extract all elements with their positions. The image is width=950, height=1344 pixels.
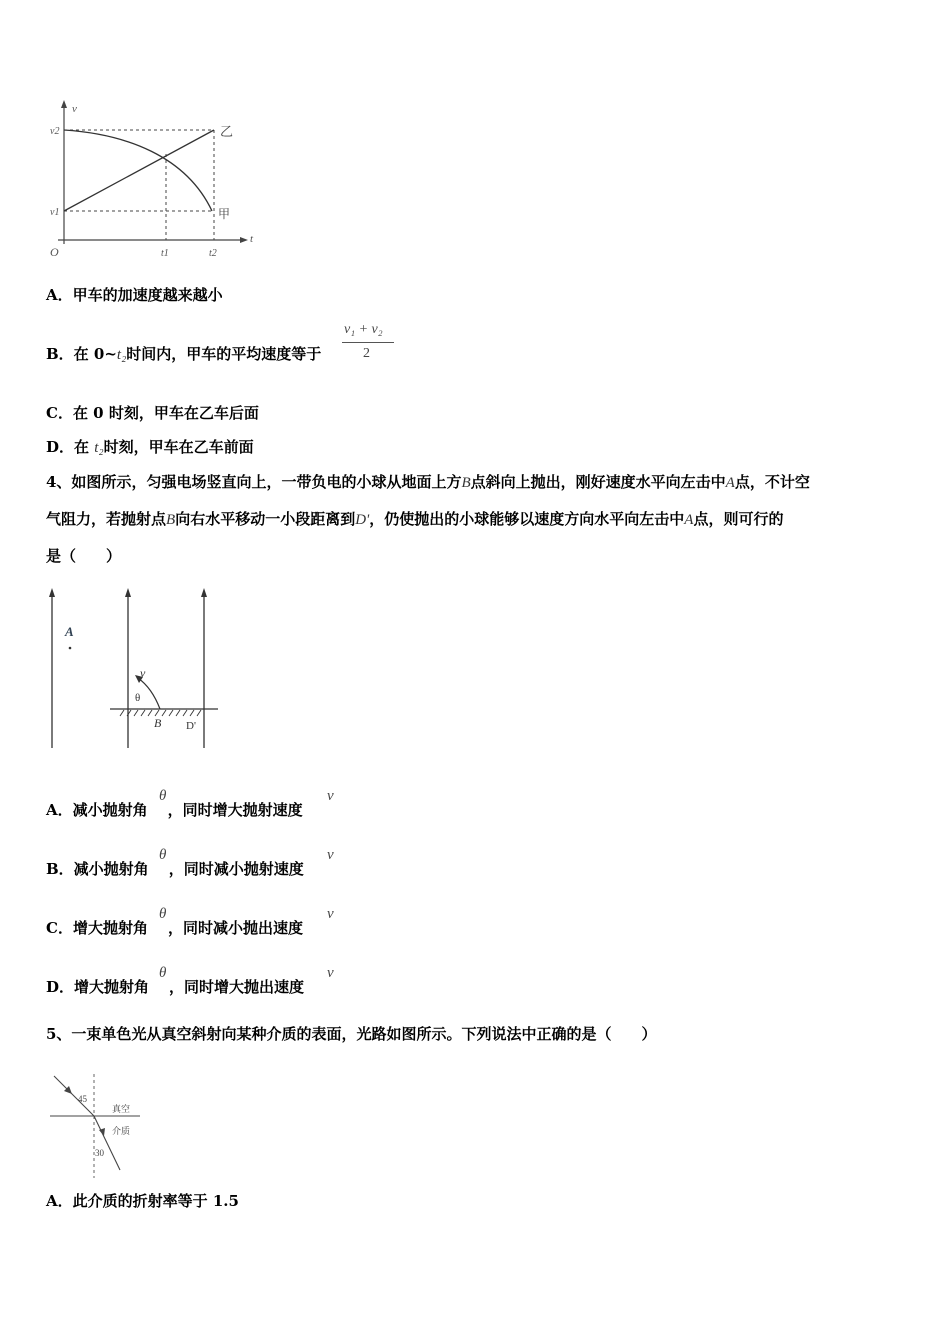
origin-label: O: [50, 245, 59, 259]
q4-b-v: v: [327, 847, 334, 863]
field-arrow-3: [201, 588, 207, 597]
yi-line: [64, 130, 214, 211]
medium-label: 介质: [112, 1126, 131, 1136]
q4-stem-line1: [46, 472, 810, 493]
q4-option-c: [46, 918, 303, 938]
q4-option-b: [46, 859, 304, 879]
q4-option-d-text2: ，同时增大抛出速度: [169, 978, 305, 996]
trajectory: [138, 678, 160, 709]
fraction-numerator: v₁ + v₂: [344, 322, 383, 337]
q3-option-a: A．甲车的加速度越来越小: [46, 286, 223, 304]
q4-d-v: v: [327, 965, 334, 981]
q4-line2-b: 向右水平移动一小段距离到: [175, 510, 356, 528]
q4-option-a-text: A．减小抛射角: [46, 801, 148, 819]
electric-field-figure: [40, 582, 230, 754]
y-axis-arrow: [61, 100, 67, 108]
q4-line2-a: 气阻力，若抛射点: [46, 510, 167, 528]
q4-sym-b-2: B: [166, 512, 176, 528]
fraction-bar: [342, 342, 394, 343]
q5-option-a: A．此介质的折射率等于 1.5: [46, 1192, 239, 1210]
v1-label: v1: [50, 207, 60, 218]
point-a-label: A: [65, 624, 74, 639]
vt-graph: [46, 96, 266, 266]
t1-label: t1: [161, 248, 169, 259]
q4-c-v: v: [327, 906, 334, 922]
point-b-label: B: [154, 716, 162, 730]
q4-option-d: [46, 977, 304, 997]
q4-a-theta: θ: [159, 788, 167, 804]
q3-option-c: C．在 0 时刻，甲车在乙车后面: [46, 404, 259, 422]
q4-sym-a: A: [725, 475, 735, 491]
q3-option-b-suffix: 时间内，甲车的平均速度等于: [126, 345, 322, 363]
q4-option-d-text: D．增大抛射角: [46, 978, 150, 996]
q3-option-b: [46, 344, 321, 365]
x-axis-arrow: [240, 237, 248, 243]
x-axis-label: t: [250, 233, 254, 245]
vacuum-label: 真空: [112, 1104, 131, 1114]
yi-label: 乙: [220, 124, 234, 139]
q4-sym-b: B: [461, 475, 471, 491]
point-d-label: D': [186, 720, 196, 732]
q4-line1-a: 4、如图所示，匀强电场竖直向上，一带负电的小球从地面上方: [46, 473, 462, 491]
field-arrow-2: [125, 588, 131, 597]
q4-option-c-text: C．增大抛射角: [46, 919, 148, 937]
q4-option-c-text2: ，同时减小抛出速度: [167, 919, 303, 937]
q4-stem-line3: 是（ ）: [46, 547, 122, 565]
q4-line1-b: 点斜向上抛出，刚好速度水平向左击中: [470, 473, 726, 491]
theta-label: θ: [135, 692, 141, 704]
refraction-figure: [44, 1070, 154, 1182]
q4-sym-d: D': [355, 512, 370, 528]
jia-label: 甲: [218, 207, 231, 221]
q3-option-d-prefix: D．在: [46, 438, 95, 456]
q4-option-a: [46, 800, 303, 820]
q3-option-d: [46, 437, 254, 458]
fraction-denominator: 2: [363, 346, 370, 361]
q3-option-d-t2: t₂: [94, 440, 104, 456]
field-arrow-1: [49, 588, 55, 597]
q4-option-b-text2: ，同时减小抛射速度: [168, 860, 304, 878]
q4-d-theta: θ: [159, 965, 167, 981]
q5-stem: 5、一束单色光从真空斜射向某种介质的表面，光路如图所示。下列说法中正确的是（ ）: [46, 1025, 657, 1043]
v2-label: v2: [50, 126, 60, 137]
refracted-angle: 30: [95, 1148, 104, 1158]
q4-option-b-text: B．减小抛射角: [46, 860, 149, 878]
q4-c-theta: θ: [159, 906, 167, 922]
q4-a-v: v: [327, 788, 334, 804]
incident-ray: [54, 1076, 94, 1116]
q4-sym-a-2: A: [684, 512, 694, 528]
q4-stem-line2: [46, 509, 783, 530]
q3-option-d-suffix: 时刻，甲车在乙车前面: [103, 438, 254, 456]
point-a: [69, 647, 72, 650]
q4-b-theta: θ: [159, 847, 167, 863]
q4-line2-c: ，仍使抛出的小球能够以速度方向水平向左击中: [369, 510, 685, 528]
q3-option-b-t2: t₂: [116, 347, 127, 363]
t2-label: t2: [209, 248, 217, 259]
q4-line2-d: 点，则可行的: [693, 510, 784, 528]
refracted-ray: [94, 1116, 120, 1170]
incident-angle: 45: [78, 1094, 87, 1104]
velocity-label: v: [140, 666, 146, 680]
y-axis-label: v: [72, 103, 77, 115]
q4-option-a-text2: ，同时增大抛射速度: [167, 801, 303, 819]
q3-option-b-prefix: B．在 0~: [46, 345, 117, 363]
q4-line1-c: 点，不计空: [734, 473, 810, 491]
